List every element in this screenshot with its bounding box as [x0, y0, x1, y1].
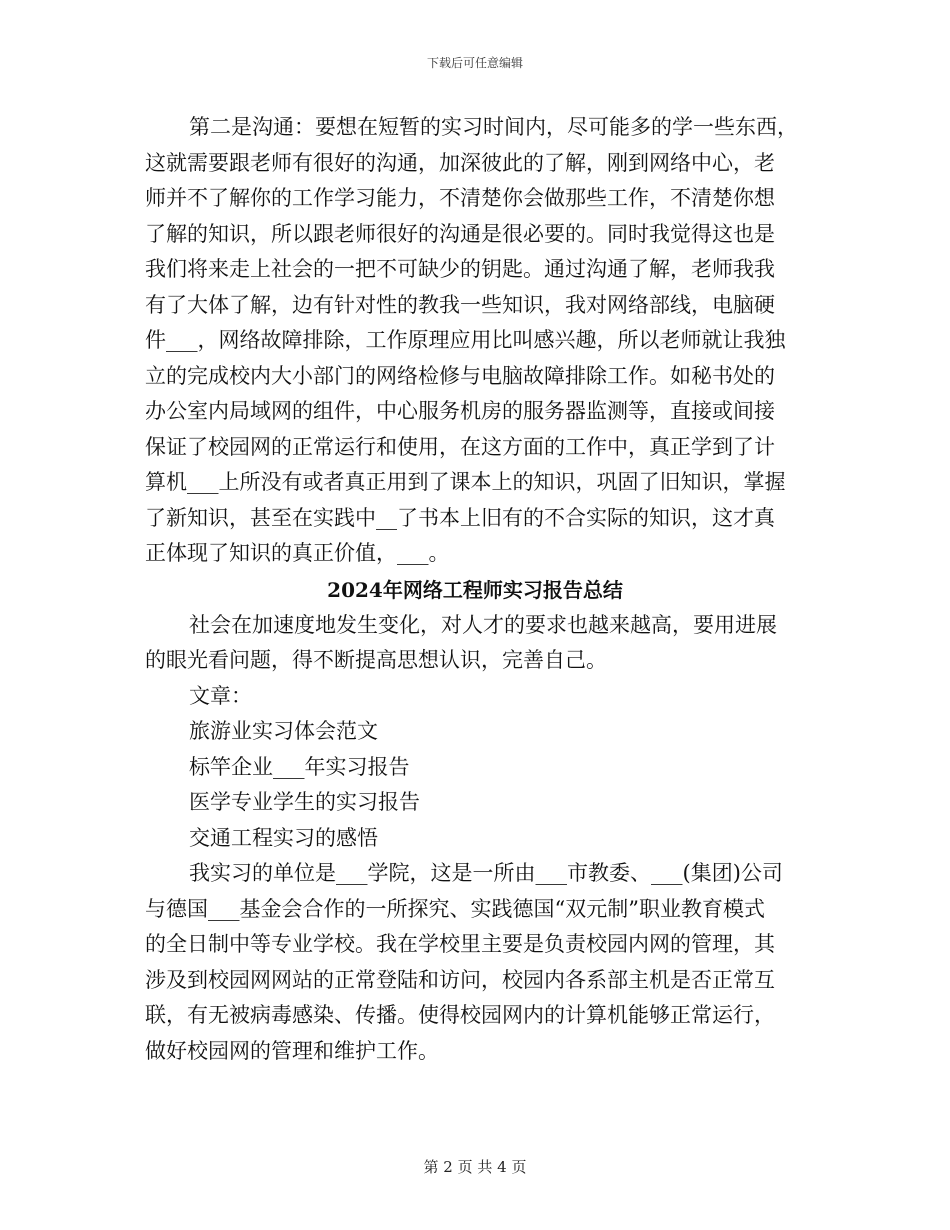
paragraph-line: 师并不了解你的工作学习能力，不清楚你会做那些工作，不清楚你想 — [145, 186, 775, 210]
paragraph-line: 算机___上所没有或者真正用到了课本上的知识，巩固了旧知识，掌握 — [145, 470, 786, 494]
document-body — [145, 110, 805, 1069]
list-item: 交通工程实习的感悟 — [189, 825, 378, 850]
paragraph-line: 第二是沟通：要想在短暂的实习时间内，尽可能多的学一些东西， — [189, 115, 798, 139]
page-footer: 第 2 页 共 4 页 — [423, 1158, 527, 1176]
article-list — [145, 679, 805, 857]
list-item: 医学专业学生的实习报告 — [189, 790, 420, 814]
paragraph-line: 正体现了知识的真正价值，___。 — [145, 541, 450, 565]
paragraph-line: 了解的知识，所以跟老师很好的沟通是很必要的。同时我觉得这也是 — [145, 221, 775, 246]
paragraph-line: 的全日制中等专业学校。我在学校里主要是负责校园内网的管理，其 — [145, 932, 775, 956]
paragraph-line: 有了大体了解，边有针对性的教我一些知识，我对网络部线，电脑硬 — [145, 292, 775, 317]
paragraph-line: 的眼光看问题，得不断提高思想认识，完善自己。 — [145, 648, 607, 672]
paragraph-line: 立的完成校内大小部门的网络检修与电脑故障排除工作。如秘书处的 — [145, 363, 775, 388]
paragraph-line: 与德国___基金会合作的一所探究、实践德国“双元制”职业教育模式 — [145, 896, 765, 921]
paragraph-line: 我们将来走上社会的一把不可缺少的钥匙。通过沟通了解，老师我我 — [145, 257, 775, 281]
paragraph-internship-unit — [145, 856, 805, 1069]
paragraph-line: 办公室内局域网的组件，中心服务机房的服务器监测等，直接或间接 — [145, 399, 775, 423]
paragraph-intro — [145, 608, 805, 679]
paragraph-communication — [145, 110, 805, 572]
paragraph-line: 保证了校园网的正常运行和使用，在这方面的工作中，真正学到了计 — [145, 434, 775, 459]
list-item: 标竿企业___年实习报告 — [189, 754, 410, 779]
section-title: 2024年网络工程师实习报告总结 — [327, 577, 623, 602]
paragraph-line: 涉及到校园网网站的正常登陆和访问，校园内各系部主机是否正常互 — [145, 967, 775, 992]
paragraph-line: 做好校园网的管理和维护工作。 — [145, 1038, 439, 1063]
page-header: 下载后可任意编辑 — [426, 56, 523, 70]
paragraph-line: 件___，网络故障排除，工作原理应用比叫感兴趣，所以老师就让我独 — [145, 328, 786, 352]
paragraph-line: 社会在加速度地发生变化，对人才的要求也越来越高，要用进展 — [189, 612, 777, 637]
list-item: 文章： — [189, 683, 252, 708]
paragraph-line: 这就需要跟老师有很好的沟通，加深彼此的了解，刚到网络中心，老 — [145, 150, 775, 175]
paragraph-line: 了新知识，甚至在实践中__了书本上旧有的不合实际的知识，这才真 — [145, 505, 775, 530]
paragraph-line: 我实习的单位是___学院，这是一所由___市教委、___(集团)公司 — [189, 861, 783, 885]
paragraph-line: 联，有无被病毒感染、传播。使得校园网内的计算机能够正常运行， — [145, 1003, 775, 1027]
list-item: 旅游业实习体会范文 — [189, 719, 378, 743]
